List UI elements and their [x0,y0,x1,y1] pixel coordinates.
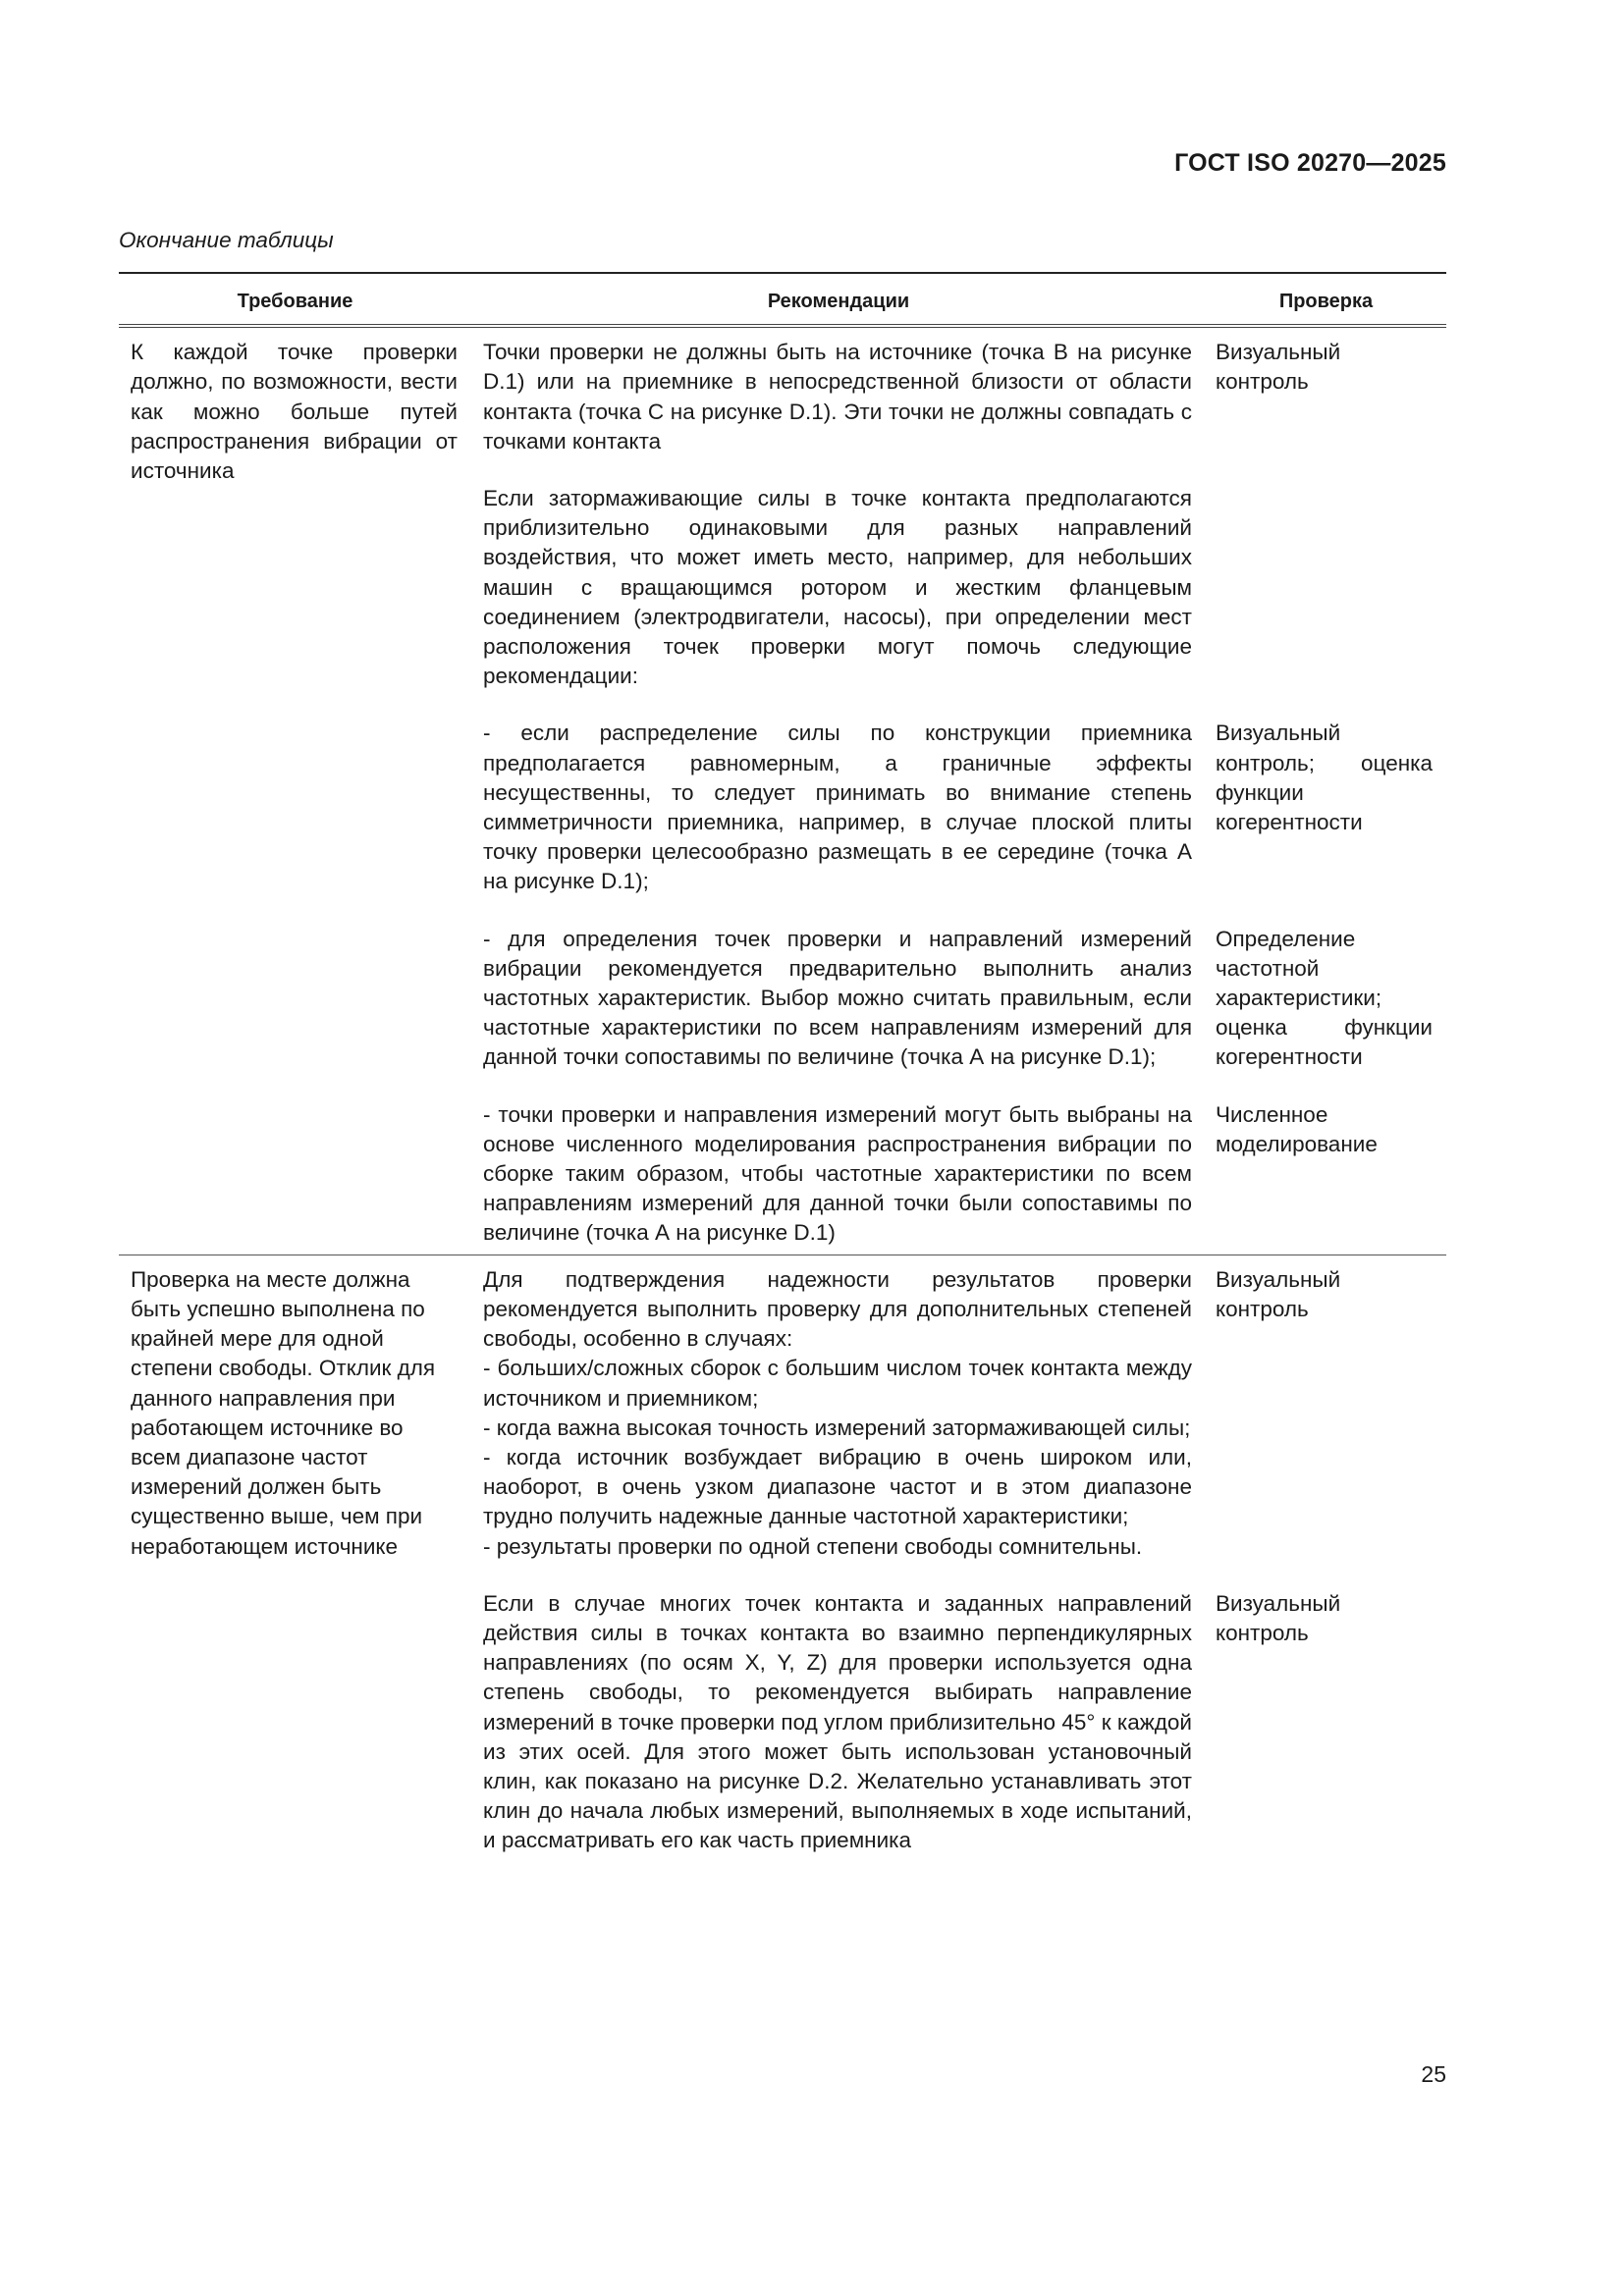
table-caption: Окончание таблицы [119,228,334,252]
check-cell: Визуальный контроль [1216,340,1341,395]
recommendation-line: - когда важна высокая точность измерений затормаживающей силы; [483,1415,1191,1440]
recommendation-cell [471,1073,1206,1255]
recommendation-cell [471,1255,1206,1562]
recommendation-text: - если распределение силы по конструкции приемника предполагается равномерным, а граничные эффекты несущественны, то следует принимать во внимание степень симметричности приемника, например, в случае плоской плиты точку проверки целесообразно размещать в ее середине (точка А на рисунке D.1); [483,721,1192,894]
table-row [119,1255,1446,1562]
check-text: Визуальный контроль [1216,1590,1341,1645]
check-text: Определение частотной характеристики; оценка функции когерентности [1216,926,1433,1070]
recommendation-cell [471,1562,1206,1856]
recommendation-cell [471,326,1206,456]
check-text: Визуальный контроль; оценка функции когерентности [1216,721,1433,835]
check-cell [1206,691,1446,896]
check-cell [1206,897,1446,1073]
recommendation-text [471,1265,1206,1562]
document-id: ГОСТ ISO 20270—2025 [1174,149,1446,177]
recommendation-cell [471,456,1206,691]
table-header-row [119,273,1446,326]
check-cell [1206,1562,1446,1856]
table-row [119,326,1446,456]
column-header-check: Проверка [1206,273,1446,326]
requirement-cell: К каждой точке проверки должно, по возможности, вести как можно больше путей распространения вибрации от источника [131,340,458,484]
check-cell [1206,1073,1446,1255]
page-number: 25 [1421,2061,1446,2087]
check-text: Численное моделирование [1216,1101,1378,1156]
column-header-recommendations: Рекомендации [471,273,1206,326]
check-cell: Визуальный контроль [1206,1255,1446,1562]
recommendation-text: - для определения точек проверки и направлений измерений вибрации рекомендуется предварительно выполнить анализ частотных характеристик. Выбор можно считать правильным, если частотные характеристики по всем направлениям измерений для данной точки сопоставимы по величине (точка А на рисунке D.1); [483,926,1192,1070]
recommendation-text: Если в случае многих точек контакта и заданных направлений действия силы в точках контакта во взаимно перпендикулярных направлениях (по осям X, Y, Z) для проверки используется одна степень свободы, то рекомендуется выбирать направление измерений в точке проверки под углом приблизительно 45° к каждой из этих осей. Для этого может быть использован установочный клин, как показано на рисунке D.2. Желательно устанавливать этот клин до начала любых измерений, выполняемых в ходе испытаний, и рассматривать его как часть приемника [483,1590,1192,1853]
recommendation-text: Точки проверки не должны быть на источнике (точка В на рисунке D.1) или на приемнике в непосредственной близости от области контакта (точка С на рисунке D.1). Эти точки не должны совпадать с точками контакта [483,340,1192,454]
recommendation-line: - результаты проверки по одной степени свободы сомнительны. [483,1533,1143,1559]
recommendation-line: - когда источник возбуждает вибрацию в очень широком или, наоборот, в очень узком диапазоне частот и в этом диапазоне трудно получить надежные данные частотной характеристики; [483,1444,1192,1529]
check-cell [1206,456,1446,691]
column-header-requirement: Требование [119,273,471,326]
recommendation-cell [471,691,1206,896]
requirement-cell: Проверка на месте должна быть успешно выполнена по крайней мере для одной степени свободы. Отклик для данного направления при работающем источнике во всем диапазоне частот измерений должен быть существенно выше, чем при неработающем источнике [119,1255,471,1855]
recommendation-line: - больших/сложных сборок с большим числом точек контакта между источником и приемником; [483,1356,1192,1411]
recommendation-line: Для подтверждения надежности результатов проверки рекомендуется выполнить проверку для дополнительных степеней свободы, особенно в случаях: [483,1266,1192,1352]
recommendation-cell [471,897,1206,1073]
recommendation-text: Если затормаживающие силы в точке контакта предполагаются приблизительно одинаковыми для разных направлений воздействия, что может иметь место, например, для небольших машин с вращающимся ротором и жестким фланцевым соединением (электродвигатели, насосы), при определении мест расположения точек проверки могут помочь следующие рекомендации: [483,486,1192,689]
requirements-table [119,272,1446,1856]
recommendation-text: - точки проверки и направления измерений могут быть выбраны на основе численного моделирования распространения вибрации по сборке таким образом, чтобы частотные характеристики по всем направлениям измерений для данной точки были сопоставимы по величине (точка А на рисунке D.1) [483,1101,1192,1246]
